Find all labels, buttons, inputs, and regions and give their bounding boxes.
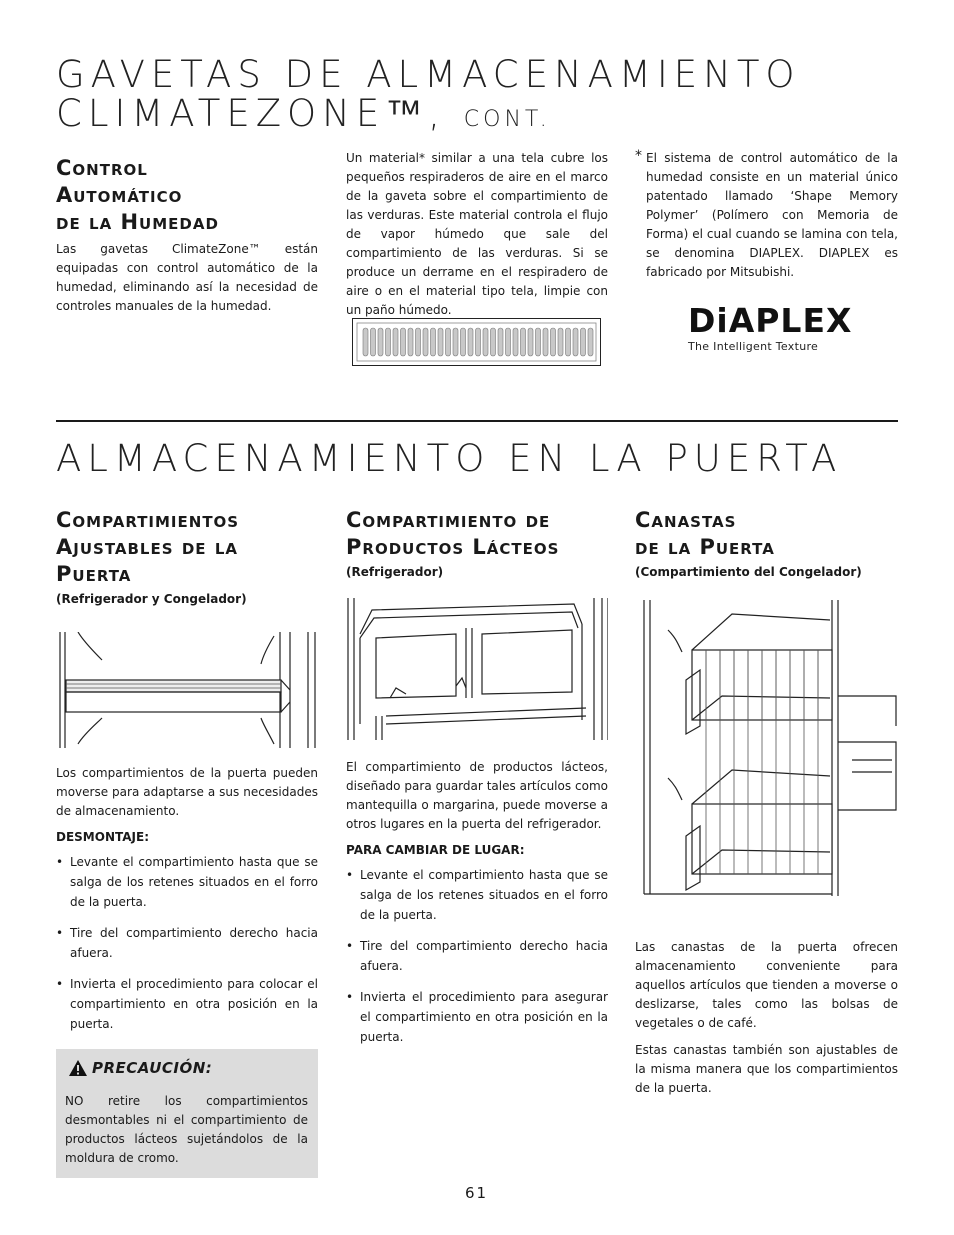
vent-slot bbox=[536, 328, 541, 356]
section-divider bbox=[56, 420, 898, 422]
climate-paragraph-1: Las gavetas ClimateZone™ están equipadas con control automático de la humedad, eliminando así la necesidad de controles manuales de la humedad. bbox=[56, 242, 318, 313]
col3-body bbox=[635, 938, 898, 1098]
page-number: 61 bbox=[465, 1184, 489, 1202]
door-column-2 bbox=[346, 507, 608, 579]
climate-column-2 bbox=[346, 149, 608, 320]
climate-footnote: El sistema de control automático de la humedad consiste en un material único patentado llamado ‘Shape Memory Polymer’ (Polímero con Memoria de Forma) el cual cuando se lamina con tela, se denomina DIAPLEX. DIAPLEX es fabricado por Mitsubishi. bbox=[646, 151, 898, 279]
col2-bullet: • Tire del compartimiento derecho hacia afuera. bbox=[346, 936, 608, 976]
col2-intro: El compartimiento de productos lácteos, diseñado para guardar tales artículos como mantequilla o margarina, puede moverse a otros lugares en la puerta del refrigerador. bbox=[346, 760, 608, 831]
climate-heading-line3: de la Humedad bbox=[56, 210, 219, 234]
vent-slot bbox=[371, 328, 376, 356]
col2-heading-line1: Compartimiento de bbox=[346, 508, 551, 532]
col2-heading-line2: Productos Lácteos bbox=[346, 535, 560, 559]
door-column-3 bbox=[635, 507, 898, 579]
door-section-title: ALMACENAMIENTO EN LA PUERTA bbox=[56, 437, 843, 480]
col2-subheading: (Refrigerador) bbox=[346, 565, 444, 579]
col3-subheading: (Compartimiento del Congelador) bbox=[635, 565, 862, 579]
caution-text: NO retire los compartimientos desmontables ni el compartimiento de productos lácteos sujetándolos de la moldura de cromo. bbox=[65, 1094, 308, 1165]
vent-slot bbox=[528, 328, 533, 356]
adjustable-bin-illustration bbox=[58, 632, 318, 748]
col1-bullet: • Tire del compartimiento derecho hacia afuera. bbox=[56, 923, 318, 963]
title-climatezone: CLIMATEZONE™, bbox=[56, 92, 446, 135]
col1-bullet: • Invierta el procedimiento para colocar el compartimiento en otra posición en la puerta. bbox=[56, 974, 318, 1034]
vent-slot bbox=[483, 328, 488, 356]
caution-title: PRECAUCIÓN: bbox=[92, 1059, 213, 1077]
door-basket-illustration bbox=[642, 600, 898, 896]
diaplex-logo-text: DiAPLEX bbox=[688, 301, 853, 340]
vent-illustration bbox=[352, 318, 601, 366]
vent-slot bbox=[453, 328, 458, 356]
section-title-line2 bbox=[56, 92, 801, 135]
vent-slot bbox=[491, 328, 496, 356]
diaplex-logo bbox=[688, 302, 858, 356]
col3-paragraph-2: Estas canastas también son ajustables de la misma manera que los compartimientos de la puerta. bbox=[635, 1043, 898, 1095]
climate-column-1 bbox=[56, 155, 318, 316]
col1-heading-line3: Puerta bbox=[56, 562, 132, 586]
vent-slot bbox=[581, 328, 586, 356]
vent-slot bbox=[393, 328, 398, 356]
diaplex-tagline: The Intelligent Texture bbox=[688, 340, 819, 353]
vent-slot bbox=[468, 328, 473, 356]
section-title-line1: GAVETAS DE ALMACENAMIENTO bbox=[56, 53, 801, 96]
title-cont: CONT. bbox=[463, 107, 551, 132]
col2-bullet: • Invierta el procedimiento para asegurar el compartimiento en otra posición en la puerta. bbox=[346, 987, 608, 1047]
col2-label: PARA CAMBIAR DE LUGAR: bbox=[346, 843, 525, 857]
vent-slot bbox=[521, 328, 526, 356]
climate-heading-line1: Control bbox=[56, 156, 148, 180]
col2-body bbox=[346, 758, 608, 1058]
warning-triangle-icon bbox=[68, 1059, 88, 1077]
vent-slot bbox=[386, 328, 391, 356]
vent-slot bbox=[558, 328, 563, 356]
col1-heading-line2: Ajustables de la bbox=[56, 535, 239, 559]
vent-slot bbox=[543, 328, 548, 356]
col1-body bbox=[56, 764, 318, 1045]
col1-bullet: • Levante el compartimiento hasta que se salga de los retenes situados en el forro de la puerta. bbox=[56, 852, 318, 912]
dairy-compartment-illustration bbox=[346, 598, 608, 740]
col2-bullet-list bbox=[346, 865, 608, 1047]
page-header bbox=[56, 53, 801, 135]
vent-slot bbox=[566, 328, 571, 356]
climate-column-3 bbox=[635, 149, 898, 282]
vent-slot bbox=[506, 328, 511, 356]
col2-bullet: • Levante el compartimiento hasta que se salga de los retenes situados en el forro de la puerta. bbox=[346, 865, 608, 925]
vent-slot bbox=[588, 328, 593, 356]
vent-slot bbox=[476, 328, 481, 356]
col1-intro: Los compartimientos de la puerta pueden moverse para adaptarse a sus necesidades de almacenamiento. bbox=[56, 766, 318, 818]
vent-slot bbox=[378, 328, 383, 356]
caution-header bbox=[68, 1059, 212, 1077]
dairy-compartment-drawing bbox=[346, 598, 608, 740]
vent-grille-drawing bbox=[352, 318, 601, 366]
vent-slot bbox=[416, 328, 421, 356]
col3-heading-line2: de la Puerta bbox=[635, 535, 775, 559]
door-column-1 bbox=[56, 507, 318, 606]
adjustable-bin-drawing bbox=[58, 632, 318, 748]
footnote-asterisk: * bbox=[635, 148, 642, 164]
vent-slot bbox=[551, 328, 556, 356]
vent-slot bbox=[573, 328, 578, 356]
col1-subheading: (Refrigerador y Congelador) bbox=[56, 592, 247, 606]
col1-bullet-list bbox=[56, 852, 318, 1034]
col3-paragraph-1: Las canastas de la puerta ofrecen almacenamiento conveniente para aquellos artículos que tienden a moverse o deslizarse, tales como las bolsas de vegetales o de café. bbox=[635, 940, 898, 1030]
col3-heading-line1: Canastas bbox=[635, 508, 737, 532]
vent-slot bbox=[461, 328, 466, 356]
vent-slot bbox=[431, 328, 436, 356]
climate-paragraph-2: Un material* similar a una tela cubre los pequeños respiraderos de aire en el marco de la gaveta sobre el compartimiento de las verduras. Este material controla el flujo de vapor húmedo que sale del compartimiento de las verduras. Si se produce un derrame en el respiradero de aire o en el material tipo tela, limpie con un paño húmedo. bbox=[346, 151, 608, 317]
vent-slot bbox=[363, 328, 368, 356]
col1-heading-line1: Compartimientos bbox=[56, 508, 240, 532]
vent-slot bbox=[513, 328, 518, 356]
vent-slot bbox=[423, 328, 428, 356]
vent-slot bbox=[438, 328, 443, 356]
climate-heading-line2: Automático bbox=[56, 183, 183, 207]
vent-slot bbox=[401, 328, 406, 356]
vent-slot bbox=[498, 328, 503, 356]
col1-label: DESMONTAJE: bbox=[56, 830, 149, 844]
vent-slot bbox=[408, 328, 413, 356]
door-basket-drawing bbox=[642, 600, 898, 896]
caution-box bbox=[56, 1049, 318, 1178]
vent-slot bbox=[446, 328, 451, 356]
